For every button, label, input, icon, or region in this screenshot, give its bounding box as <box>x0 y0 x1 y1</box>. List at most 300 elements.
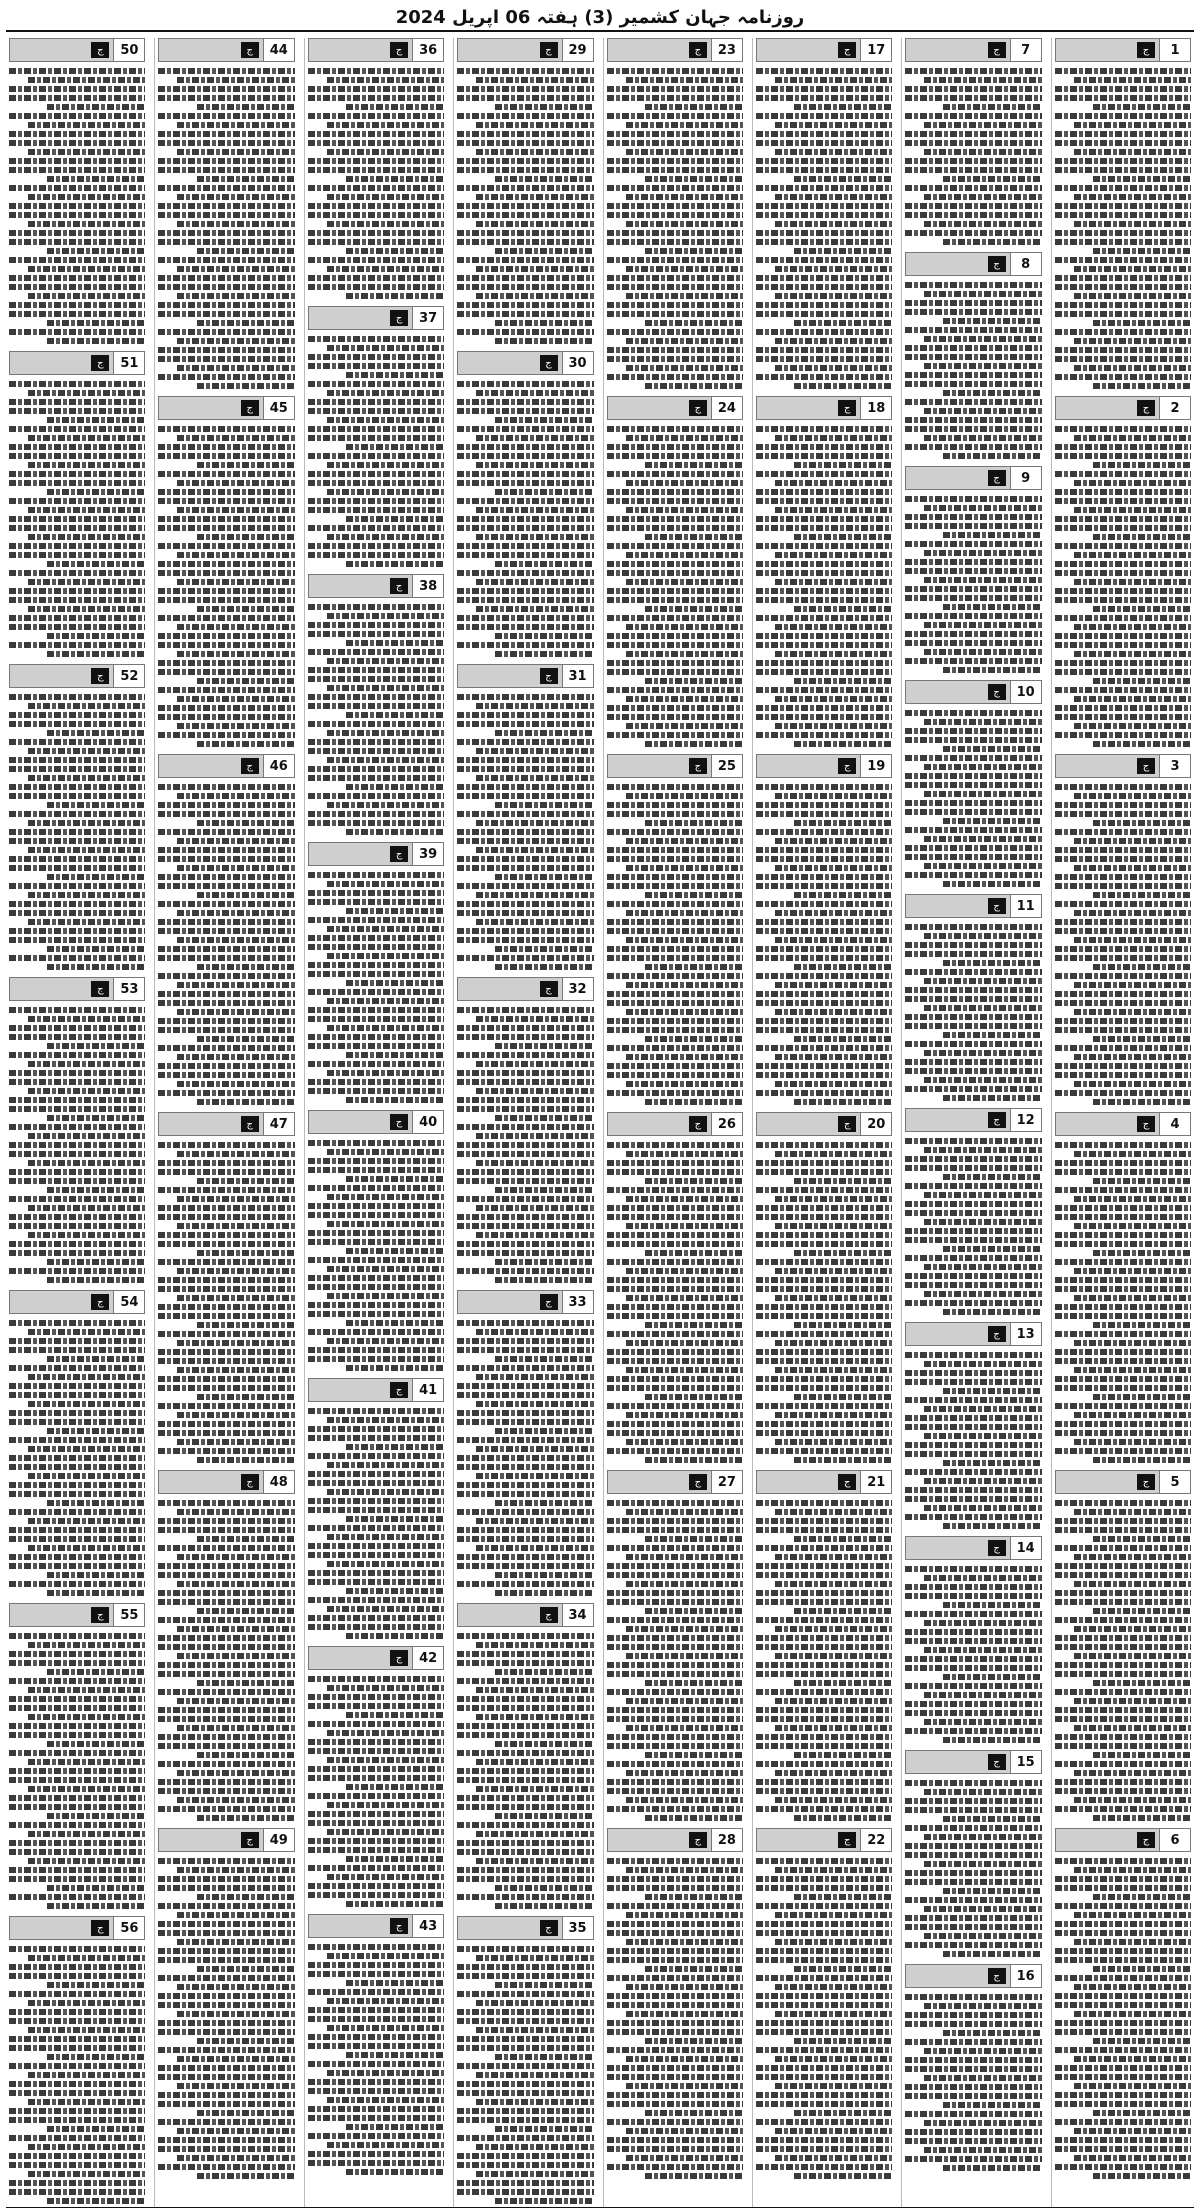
text-line <box>457 1723 593 1729</box>
text-line <box>626 793 743 799</box>
text-line <box>308 1347 444 1353</box>
text-line <box>457 1804 593 1810</box>
text-line <box>158 1734 294 1740</box>
news-item-header <box>158 1112 294 1136</box>
text-line <box>756 1241 892 1247</box>
text-line <box>943 746 1041 752</box>
text-line <box>1055 1563 1191 1569</box>
text-line <box>9 480 145 486</box>
text-line <box>607 1885 743 1891</box>
news-item-number: 13 <box>1010 1323 1041 1345</box>
text-line <box>905 710 1041 716</box>
text-line <box>1055 471 1191 477</box>
news-item <box>158 38 294 392</box>
text-line <box>308 426 444 432</box>
text-line <box>607 1876 743 1882</box>
text-line <box>905 586 1041 592</box>
text-line <box>924 2120 1041 2126</box>
text-line <box>9 140 145 146</box>
news-item <box>308 842 444 1106</box>
text-line <box>327 1874 444 1880</box>
text-line <box>158 516 294 522</box>
text-line <box>607 1403 743 1409</box>
text-line <box>756 1072 892 1078</box>
text-line <box>308 1203 444 1209</box>
text-line <box>308 890 444 896</box>
text-line <box>457 1651 593 1657</box>
text-line <box>495 320 593 326</box>
text-line <box>457 1563 593 1569</box>
text-line <box>607 1788 743 1794</box>
news-item-header <box>1055 1112 1191 1136</box>
text-line <box>626 1439 743 1445</box>
text-line <box>756 829 892 835</box>
text-line <box>775 793 892 799</box>
text-line <box>756 1788 892 1794</box>
text-line <box>457 1392 593 1398</box>
text-line <box>924 1077 1041 1083</box>
text-line <box>924 435 1041 441</box>
news-item-header <box>158 1470 294 1494</box>
text-line <box>905 2012 1041 2018</box>
text-line <box>158 167 294 173</box>
text-line <box>9 1849 145 1855</box>
text-line <box>346 1856 444 1862</box>
text-line <box>476 1232 593 1238</box>
text-line <box>158 543 294 549</box>
text-line <box>457 624 593 630</box>
text-line <box>1074 910 1191 916</box>
text-line <box>28 1329 145 1335</box>
text-line <box>9 901 145 907</box>
text-line <box>457 408 593 414</box>
text-line <box>9 1142 145 1148</box>
news-item-header <box>308 842 444 866</box>
text-line <box>476 703 593 709</box>
text-line <box>177 480 294 486</box>
text-line <box>495 1813 593 1819</box>
text-line <box>794 2110 892 2116</box>
text-line <box>756 919 892 925</box>
text-line <box>905 1798 1041 1804</box>
text-line <box>308 1721 444 1727</box>
text-line <box>924 622 1041 628</box>
text-line <box>607 2002 743 2008</box>
text-line <box>924 791 1041 797</box>
text-line <box>756 257 892 263</box>
text-line <box>47 1428 145 1434</box>
text-line <box>476 775 593 781</box>
text-line <box>607 275 743 281</box>
text-line <box>177 1797 294 1803</box>
text-line <box>905 230 1041 236</box>
text-line <box>177 624 294 630</box>
newspaper-logo-icon: ج <box>1137 1116 1155 1132</box>
text-line <box>158 489 294 495</box>
text-line <box>28 775 145 781</box>
text-line <box>1055 140 1191 146</box>
news-item-text <box>607 778 743 1108</box>
text-line <box>457 158 593 164</box>
text-line <box>9 910 145 916</box>
text-line <box>905 1870 1041 1876</box>
text-line <box>177 1367 294 1373</box>
text-line <box>794 678 892 684</box>
text-line <box>308 703 444 709</box>
text-line <box>457 516 593 522</box>
text-line <box>346 1901 444 1907</box>
text-line <box>626 1939 743 1945</box>
text-line <box>47 2198 145 2204</box>
text-line <box>457 838 593 844</box>
text-line <box>9 2009 145 2015</box>
text-line <box>756 714 892 720</box>
text-line <box>197 1457 295 1463</box>
text-line <box>607 955 743 961</box>
text-line <box>756 1671 892 1677</box>
text-line <box>9 1633 145 1639</box>
text-line <box>47 964 145 970</box>
text-line <box>1093 1178 1191 1184</box>
text-line <box>177 507 294 513</box>
news-item <box>1055 754 1191 1108</box>
text-line <box>327 1149 444 1155</box>
newspaper-logo-icon: ج <box>91 1294 109 1310</box>
news-item-text <box>9 688 145 973</box>
text-line <box>924 1005 1041 1011</box>
text-line <box>1055 829 1191 835</box>
text-line <box>9 615 145 621</box>
text-line <box>645 1036 743 1042</box>
text-line <box>308 435 444 441</box>
text-line <box>1055 955 1191 961</box>
text-line <box>158 1286 294 1292</box>
news-item-header <box>9 351 145 375</box>
text-line <box>905 1086 1041 1092</box>
text-line <box>756 158 892 164</box>
text-line <box>626 1912 743 1918</box>
text-line <box>626 651 743 657</box>
text-line <box>457 1750 593 1756</box>
newspaper-logo-icon: ج <box>988 1112 1006 1128</box>
text-line <box>905 1023 1041 1029</box>
text-line <box>1093 1680 1191 1686</box>
text-line <box>1055 1975 1191 1981</box>
text-line <box>1074 122 1191 128</box>
text-line <box>158 1635 294 1641</box>
text-line <box>1055 588 1191 594</box>
text-line <box>794 1815 892 1821</box>
text-line <box>626 1554 743 1560</box>
text-line <box>756 1644 892 1650</box>
text-line <box>756 2020 892 2026</box>
newspaper-logo-icon: ج <box>540 981 558 997</box>
text-line <box>1074 1054 1191 1060</box>
text-line <box>756 687 892 693</box>
text-line <box>1074 77 1191 83</box>
text-line <box>905 800 1041 806</box>
text-line <box>308 2007 444 2013</box>
text-line <box>943 1674 1041 1680</box>
text-line <box>177 1340 294 1346</box>
news-item-header <box>905 252 1041 276</box>
text-line <box>327 462 444 468</box>
news-item <box>1055 1828 1191 2182</box>
news-item-number: 22 <box>860 1829 891 1851</box>
text-line <box>28 462 145 468</box>
text-line <box>9 739 145 745</box>
news-item-text <box>457 1940 593 2208</box>
text-line <box>308 1775 444 1781</box>
text-line <box>47 1277 145 1283</box>
text-line <box>158 687 294 693</box>
text-line <box>327 1462 444 1468</box>
text-line <box>1055 444 1191 450</box>
text-line <box>607 257 743 263</box>
text-line <box>1055 113 1191 119</box>
text-line <box>775 122 892 128</box>
text-line <box>327 1802 444 1808</box>
text-line <box>607 847 743 853</box>
text-line <box>327 998 444 1004</box>
text-line <box>158 2101 294 2107</box>
news-item-header <box>308 306 444 330</box>
text-line <box>9 597 145 603</box>
text-line <box>607 1779 743 1785</box>
text-line <box>327 1757 444 1763</box>
news-item-text <box>9 62 145 347</box>
text-line <box>775 221 892 227</box>
text-line <box>905 1255 1041 1261</box>
text-line <box>308 604 444 610</box>
news-item-header <box>756 1112 892 1136</box>
news-item-number: 39 <box>412 843 443 865</box>
text-line <box>28 606 145 612</box>
newspaper-logo-icon: ج <box>540 42 558 58</box>
text-line <box>457 910 593 916</box>
news-item-header <box>607 1112 743 1136</box>
text-line <box>197 248 295 254</box>
newspaper-logo-icon: ج <box>689 758 707 774</box>
text-line <box>1093 892 1191 898</box>
text-line <box>1093 1036 1191 1042</box>
text-line <box>346 1633 444 1639</box>
text-line <box>495 248 593 254</box>
newspaper-logo-icon: ج <box>988 898 1006 914</box>
text-line <box>756 1617 892 1623</box>
news-item-number: 27 <box>711 1471 742 1493</box>
text-line <box>924 550 1041 556</box>
text-line <box>924 1147 1041 1153</box>
text-line <box>626 1009 743 1015</box>
text-line <box>626 1268 743 1274</box>
text-line <box>158 829 294 835</box>
news-item <box>905 1536 1041 1746</box>
text-line <box>775 266 892 272</box>
text-line <box>28 122 145 128</box>
text-line <box>158 1385 294 1391</box>
text-line <box>158 185 294 191</box>
text-line <box>607 829 743 835</box>
text-line <box>607 347 743 353</box>
text-line <box>158 203 294 209</box>
text-line <box>1055 203 1191 209</box>
text-line <box>197 1250 295 1256</box>
text-line <box>607 284 743 290</box>
news-item-header <box>457 38 593 62</box>
text-line <box>1055 901 1191 907</box>
text-line <box>1055 347 1191 353</box>
text-line <box>457 1867 593 1873</box>
text-line <box>9 230 145 236</box>
text-line <box>607 1160 743 1166</box>
news-item-text <box>9 1314 145 1599</box>
text-line <box>626 338 743 344</box>
text-line <box>327 122 444 128</box>
column-6 <box>304 38 447 2208</box>
text-line <box>1055 1885 1191 1891</box>
newspaper-logo-icon: ج <box>241 400 259 416</box>
text-line <box>28 1160 145 1166</box>
text-line <box>1093 1752 1191 1758</box>
text-line <box>626 221 743 227</box>
text-line <box>1055 687 1191 693</box>
text-line <box>457 739 593 745</box>
text-line <box>457 1052 593 1058</box>
text-line <box>756 874 892 880</box>
text-line <box>1074 1081 1191 1087</box>
text-line <box>28 2072 145 2078</box>
text-line <box>607 471 743 477</box>
text-line <box>775 1626 892 1632</box>
text-line <box>327 194 444 200</box>
news-item-text <box>158 1136 294 1466</box>
text-line <box>905 559 1041 565</box>
text-line <box>1055 1617 1191 1623</box>
text-line <box>756 973 892 979</box>
text-line <box>476 390 593 396</box>
text-line <box>607 1500 743 1506</box>
news-item <box>1055 38 1191 392</box>
news-item-header <box>9 38 145 62</box>
text-line <box>1055 1921 1191 1927</box>
text-line <box>327 1953 444 1959</box>
text-line <box>158 1572 294 1578</box>
text-line <box>308 1838 444 1844</box>
text-line <box>756 1948 892 1954</box>
text-line <box>905 345 1041 351</box>
news-item-number: 51 <box>113 352 144 374</box>
text-line <box>905 1629 1041 1635</box>
text-line <box>756 1707 892 1713</box>
news-item-header <box>756 1828 892 1852</box>
text-line <box>327 417 444 423</box>
text-line <box>1055 167 1191 173</box>
text-line <box>327 757 444 763</box>
text-line <box>943 1095 1041 1101</box>
newspaper-logo-icon: ج <box>91 355 109 371</box>
news-item-header <box>308 574 444 598</box>
text-line <box>177 1554 294 1560</box>
newspaper-logo-icon: ج <box>390 1650 408 1666</box>
text-line <box>308 1480 444 1486</box>
news-item-number: 34 <box>562 1604 593 1626</box>
text-line <box>457 1383 593 1389</box>
text-line <box>457 597 593 603</box>
text-line <box>457 2081 593 2087</box>
text-line <box>1074 1340 1191 1346</box>
text-line <box>1055 1903 1191 1909</box>
text-line <box>1074 1367 1191 1373</box>
text-line <box>1074 1797 1191 1803</box>
text-line <box>756 2119 892 2125</box>
text-line <box>607 660 743 666</box>
text-line <box>308 676 444 682</box>
text-line <box>905 2039 1041 2045</box>
news-item-header <box>158 38 294 62</box>
text-line <box>476 820 593 826</box>
text-line <box>308 899 444 905</box>
text-line <box>626 865 743 871</box>
text-line <box>9 552 145 558</box>
text-line <box>775 1509 892 1515</box>
text-line <box>1074 2011 1191 2017</box>
text-line <box>924 764 1041 770</box>
text-line <box>327 658 444 664</box>
text-line <box>457 1768 593 1774</box>
text-line <box>626 2083 743 2089</box>
text-line <box>1093 2110 1191 2116</box>
text-line <box>756 426 892 432</box>
text-line <box>9 1732 145 1738</box>
column-1 <box>1051 38 1194 2208</box>
news-item <box>1055 1470 1191 1824</box>
text-line <box>756 453 892 459</box>
newspaper-logo-icon: ج <box>689 400 707 416</box>
text-line <box>1093 1322 1191 1328</box>
text-line <box>1055 1500 1191 1506</box>
text-line <box>327 685 444 691</box>
news-item-header <box>607 754 743 778</box>
text-line <box>327 1730 444 1736</box>
text-line <box>607 203 743 209</box>
text-line <box>607 1545 743 1551</box>
text-line <box>1055 705 1191 711</box>
text-line <box>177 1151 294 1157</box>
text-line <box>607 1743 743 1749</box>
text-line <box>9 1214 145 1220</box>
text-line <box>905 1183 1041 1189</box>
text-line <box>495 964 593 970</box>
text-line <box>905 417 1041 423</box>
news-item-text <box>308 1670 444 1910</box>
text-line <box>9 793 145 799</box>
column-7 <box>154 38 297 2208</box>
text-line <box>457 203 593 209</box>
news-item-header <box>9 977 145 1001</box>
text-line <box>1093 2173 1191 2179</box>
text-line <box>457 1840 593 1846</box>
text-line <box>607 1590 743 1596</box>
text-line <box>756 203 892 209</box>
text-line <box>476 1955 593 1961</box>
text-line <box>943 960 1041 966</box>
text-line <box>645 104 743 110</box>
news-item-number: 30 <box>562 352 593 374</box>
text-line <box>607 1063 743 1069</box>
text-line <box>158 660 294 666</box>
text-line <box>607 239 743 245</box>
